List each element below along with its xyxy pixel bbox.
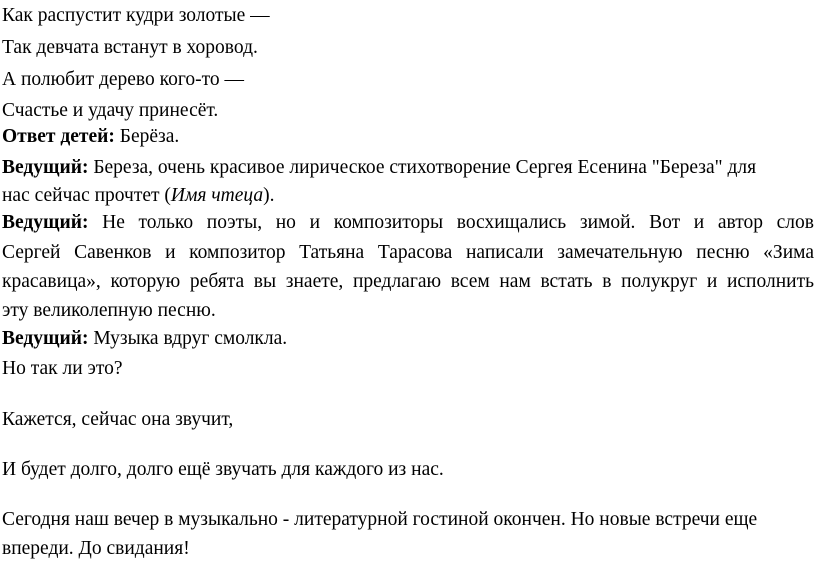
- closing-line-2: И будет долго, долго ещё звучать для каждого из нас.: [2, 459, 444, 480]
- host1-line-1: [2, 156, 756, 180]
- poem-line-4: Счастье и удачу принесёт.: [2, 100, 219, 121]
- host1-text-2-prefix: нас сейчас прочтет (: [2, 185, 171, 206]
- host2-line-1: [2, 211, 814, 235]
- host2-line-3: красавица», которую ребята вы знаете, предлагаю всем нам встать в полукруг и исполнить: [2, 271, 814, 292]
- closing-line-4: впереди. До свидания!: [2, 538, 190, 559]
- host3-line-1: [2, 327, 287, 351]
- closing-line-3: Сегодня наш вечер в музыкально - литературной гостиной окончен. Но новые встречи еще: [2, 509, 758, 530]
- closing-line-1: Кажется, сейчас она звучит,: [2, 409, 234, 430]
- answer-paragraph: [2, 125, 179, 149]
- host3-text-1: Музыка вдруг смолкла.: [88, 328, 288, 349]
- answer-text: Берёза.: [114, 126, 180, 147]
- answer-speaker: Ответ детей:: [2, 126, 115, 147]
- host2-text-1: Не только поэты, но и композиторы восхищались зимой. Вот и автор слов: [88, 212, 814, 233]
- poem-line-1: Как распустит кудри золотые —: [2, 5, 270, 26]
- host2-speaker: Ведущий:: [2, 212, 89, 233]
- host2-line-2: Сергей Савенков и композитор Татьяна Тарасова написали замечательную песню «Зима: [2, 242, 814, 263]
- host3-line-2: Но так ли это?: [2, 358, 123, 379]
- host1-speaker: Ведущий:: [2, 157, 89, 178]
- host2-line-4: эту великолепную песню.: [2, 300, 216, 321]
- poem-line-3: А полюбит дерево кого-то —: [2, 69, 244, 90]
- host1-text-2-suffix: ).: [263, 185, 275, 206]
- host1-line-2: [2, 184, 275, 208]
- poem-line-2: Так девчата встанут в хоровод.: [2, 37, 258, 58]
- host3-speaker: Ведущий:: [2, 328, 89, 349]
- reader-name-placeholder: Имя чтеца: [170, 185, 264, 206]
- host1-text-1: Береза, очень красивое лирическое стихотворение Сергея Есенина "Береза" для: [88, 157, 757, 178]
